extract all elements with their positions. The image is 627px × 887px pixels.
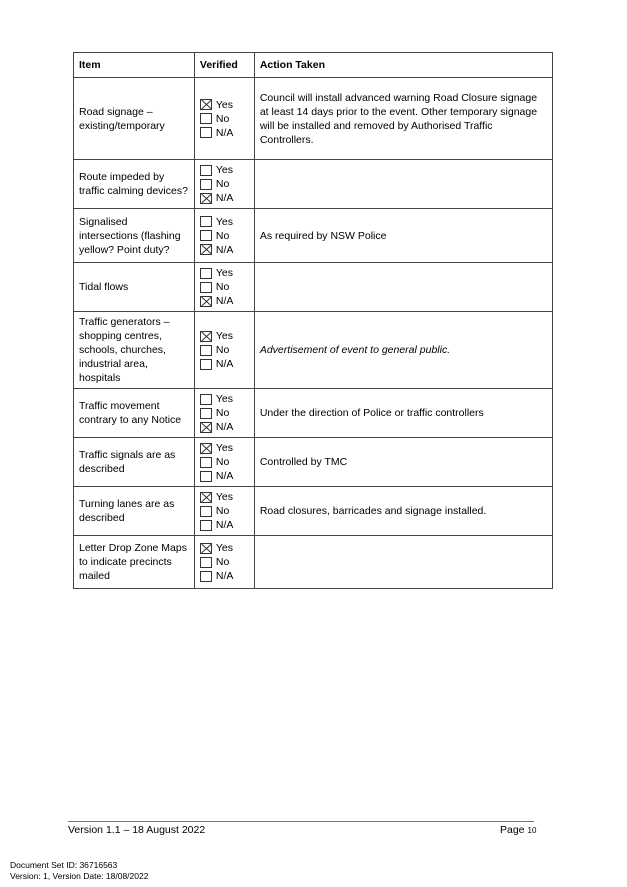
row-action-taken: Controlled by TMC — [254, 438, 552, 487]
option-label: N/A — [215, 421, 234, 433]
row-verified — [194, 438, 254, 487]
verified-option[interactable] — [200, 569, 249, 583]
option-label: N/A — [215, 126, 234, 139]
table-row — [74, 160, 553, 209]
checkbox-icon[interactable] — [200, 165, 212, 176]
footer-divider — [68, 821, 534, 822]
checked-box-icon[interactable] — [200, 422, 212, 433]
footer-page — [500, 824, 536, 836]
option-label: No — [215, 505, 230, 517]
option-label: No — [215, 556, 230, 568]
table-row — [74, 78, 553, 160]
option-label: N/A — [215, 243, 234, 256]
checked-box-icon[interactable] — [200, 331, 212, 342]
row-item: Road signage – existing/temporary — [74, 78, 195, 160]
checkbox-icon[interactable] — [200, 471, 212, 482]
verified-option[interactable] — [200, 280, 249, 294]
checkbox-icon[interactable] — [200, 216, 212, 227]
verified-option[interactable] — [200, 329, 249, 343]
row-action-taken: Advertisement of event to general public. — [254, 312, 552, 389]
row-verified — [194, 160, 254, 209]
option-label: Yes — [215, 330, 234, 342]
option-label: Yes — [215, 393, 234, 405]
checkbox-icon[interactable] — [200, 520, 212, 531]
verified-option[interactable] — [200, 441, 249, 455]
option-label: No — [215, 407, 230, 419]
verified-option[interactable] — [200, 177, 249, 191]
option-label: Yes — [215, 267, 234, 279]
checkbox-icon[interactable] — [200, 179, 212, 190]
checked-box-icon[interactable] — [200, 244, 212, 255]
row-verified — [194, 389, 254, 438]
checked-box-icon[interactable] — [200, 296, 212, 307]
verified-option[interactable] — [200, 343, 249, 357]
option-label: Yes — [215, 491, 234, 503]
row-action-taken: Under the direction of Police or traffic controllers — [254, 389, 552, 438]
verified-option[interactable] — [200, 357, 249, 371]
document-metadata — [10, 860, 148, 882]
row-action-taken: As required by NSW Police — [254, 209, 552, 263]
checkbox-icon[interactable] — [200, 359, 212, 370]
row-item: Route impeded by traffic calming devices? — [74, 160, 195, 209]
option-label: Yes — [215, 98, 234, 111]
checkbox-icon[interactable] — [200, 408, 212, 419]
page-number: 10 — [527, 826, 537, 835]
row-action-taken: Council will install advanced warning Road Closure signage at least 14 days prior to the event. Other temporary signage will be installed and removed by Authorised Traffic Controllers. — [254, 78, 552, 160]
verified-option[interactable] — [200, 266, 249, 280]
option-label: Yes — [215, 442, 234, 454]
option-label: No — [215, 281, 230, 293]
row-verified — [194, 312, 254, 389]
verified-option[interactable] — [200, 406, 249, 420]
verified-option[interactable] — [200, 243, 249, 257]
checkbox-icon[interactable] — [200, 230, 212, 241]
checkbox-icon[interactable] — [200, 127, 212, 138]
row-verified — [194, 78, 254, 160]
checked-box-icon[interactable] — [200, 193, 212, 204]
option-label: N/A — [215, 519, 234, 531]
table-row — [74, 209, 553, 263]
row-action-taken — [254, 536, 552, 589]
verified-option[interactable] — [200, 294, 249, 308]
option-label: No — [215, 229, 230, 242]
verified-option[interactable] — [200, 126, 249, 140]
verified-option[interactable] — [200, 392, 249, 406]
row-item: Traffic generators – shopping centres, schools, churches, industrial area, hospitals — [74, 312, 195, 389]
header-item: Item — [74, 53, 195, 78]
checkbox-icon[interactable] — [200, 506, 212, 517]
verified-option[interactable] — [200, 112, 249, 126]
table-row — [74, 389, 553, 438]
header-action-taken: Action Taken — [254, 53, 552, 78]
footer-version: Version 1.1 – 18 August 2022 — [68, 824, 206, 836]
header-verified: Verified — [194, 53, 254, 78]
row-action-taken: Road closures, barricades and signage installed. — [254, 487, 552, 536]
option-label: N/A — [215, 570, 234, 582]
option-label: No — [215, 112, 230, 125]
verified-option[interactable] — [200, 191, 249, 205]
verified-option[interactable] — [200, 229, 249, 243]
option-label: Yes — [215, 164, 234, 176]
table-row — [74, 312, 553, 389]
checkbox-icon[interactable] — [200, 282, 212, 293]
row-item: Traffic movement contrary to any Notice — [74, 389, 195, 438]
checkbox-icon[interactable] — [200, 394, 212, 405]
row-verified — [194, 487, 254, 536]
row-action-taken — [254, 263, 552, 312]
checkbox-icon[interactable] — [200, 557, 212, 568]
row-item: Traffic signals are as described — [74, 438, 195, 487]
option-label: Yes — [215, 215, 234, 228]
checked-box-icon[interactable] — [200, 443, 212, 454]
table-header-row — [74, 53, 553, 78]
traffic-checklist-table — [73, 52, 553, 589]
table-row — [74, 438, 553, 487]
table-row — [74, 536, 553, 589]
row-verified — [194, 209, 254, 263]
option-label: N/A — [215, 358, 234, 370]
row-verified — [194, 263, 254, 312]
verified-option[interactable] — [200, 490, 249, 504]
option-label: N/A — [215, 470, 234, 482]
verified-option[interactable] — [200, 555, 249, 569]
option-label: No — [215, 178, 230, 190]
option-label: N/A — [215, 192, 234, 204]
row-item: Tidal flows — [74, 263, 195, 312]
checkbox-icon[interactable] — [200, 457, 212, 468]
verified-option[interactable] — [200, 163, 249, 177]
option-label: Yes — [215, 542, 234, 554]
option-label: N/A — [215, 295, 234, 307]
verified-option[interactable] — [200, 469, 249, 483]
page-label: Page — [500, 824, 525, 836]
checkbox-icon[interactable] — [200, 113, 212, 124]
verified-option[interactable] — [200, 504, 249, 518]
verified-option[interactable] — [200, 98, 249, 112]
option-label: No — [215, 344, 230, 356]
row-verified — [194, 536, 254, 589]
row-item: Letter Drop Zone Maps to indicate precincts mailed — [74, 536, 195, 589]
document-set-id: Document Set ID: 36716563 — [10, 860, 118, 870]
checkbox-icon[interactable] — [200, 268, 212, 279]
option-label: No — [215, 456, 230, 468]
row-action-taken — [254, 160, 552, 209]
version-date: Version: 1, Version Date: 18/08/2022 — [10, 871, 149, 881]
row-item: Signalised intersections (flashing yellow? Point duty? — [74, 209, 195, 263]
verified-option[interactable] — [200, 455, 249, 469]
checkbox-icon[interactable] — [200, 345, 212, 356]
checked-box-icon[interactable] — [200, 543, 212, 554]
table-row — [74, 487, 553, 536]
verified-option[interactable] — [200, 541, 249, 555]
verified-option[interactable] — [200, 518, 249, 532]
verified-option[interactable] — [200, 215, 249, 229]
checked-box-icon[interactable] — [200, 99, 212, 110]
table-row — [74, 263, 553, 312]
checkbox-icon[interactable] — [200, 571, 212, 582]
row-item: Turning lanes are as described — [74, 487, 195, 536]
verified-option[interactable] — [200, 420, 249, 434]
checked-box-icon[interactable] — [200, 492, 212, 503]
